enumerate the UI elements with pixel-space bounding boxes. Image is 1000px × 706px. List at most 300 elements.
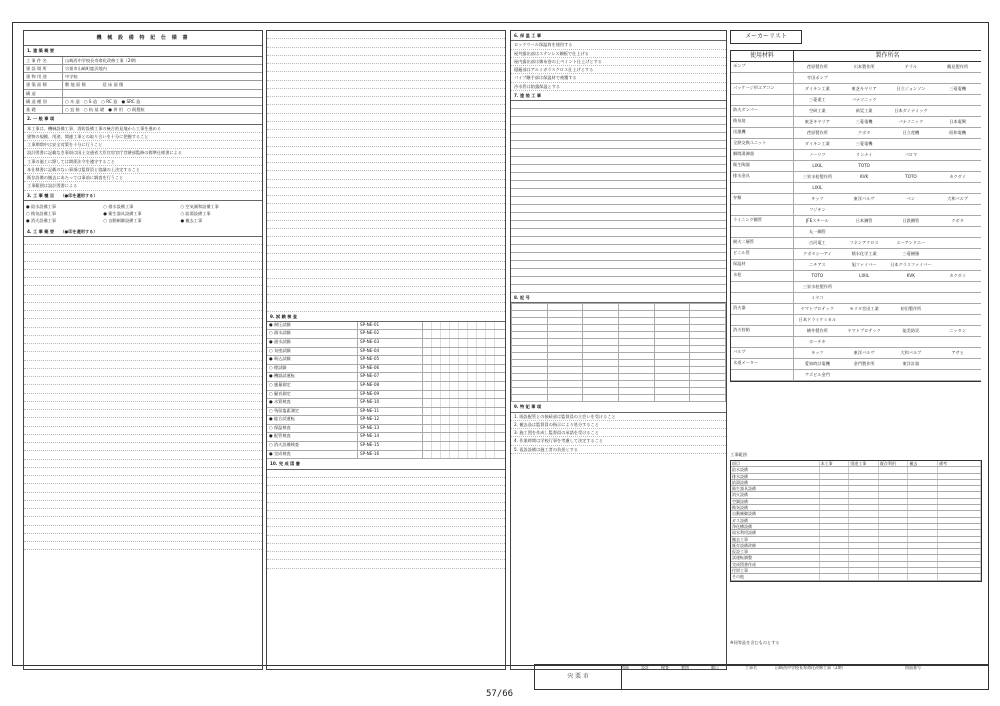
maker-names — [794, 73, 981, 83]
blank-spec-line — [24, 493, 262, 501]
test-check-cell — [477, 365, 486, 373]
paint-row — [511, 189, 726, 197]
paint-row — [511, 205, 726, 213]
test-check-cell — [468, 356, 477, 364]
test-check-cell — [459, 433, 468, 441]
scope-cell — [879, 505, 909, 510]
section-heading: 4. 工 事 概 要 （●印を適用する） — [24, 227, 262, 237]
test-code: SP-NE-02 — [358, 330, 423, 338]
symbol-cell — [547, 339, 583, 346]
scope-head-cell: 項目 — [731, 461, 820, 466]
spec-row-value — [63, 90, 262, 97]
maker-name: キッツ — [811, 350, 824, 355]
test-name: ● 完成検査 — [267, 451, 358, 459]
spec-line — [267, 64, 505, 72]
blank-line — [267, 519, 505, 527]
maker-name: 大和バルブ — [900, 350, 922, 355]
test-check-cell — [450, 339, 459, 347]
maker-row — [731, 359, 981, 370]
spec-line — [267, 89, 505, 97]
symbol-cell — [512, 395, 548, 402]
symbol-row — [512, 339, 726, 346]
spec-line — [267, 56, 505, 64]
maker-name: TOTO — [858, 163, 870, 168]
test-name: ○ 残留塩素測定 — [267, 408, 358, 416]
test-code: SP-NE-15 — [358, 442, 423, 450]
maker-name — [934, 293, 981, 303]
symbol-cell — [547, 388, 583, 395]
maker-name — [841, 73, 888, 83]
scope-cell — [908, 537, 938, 542]
symbol-cell — [618, 318, 654, 325]
test-check-cell — [423, 399, 432, 407]
maker-names — [794, 139, 981, 149]
scope-cell — [938, 486, 981, 491]
symbol-cell — [583, 332, 619, 339]
scope-cell — [938, 505, 981, 510]
spec-row-label: 構 造 — [24, 90, 63, 97]
blank-spec-line — [24, 526, 262, 534]
test-name: ● 総合試運転 — [267, 416, 358, 424]
scope-head-cell: 備考 — [938, 461, 981, 466]
maker-row — [731, 216, 981, 227]
maker-material — [731, 315, 794, 325]
maker-material — [731, 205, 794, 215]
spec-line — [267, 262, 505, 270]
maker-names — [794, 359, 981, 369]
maker-material: ライニング鋼管 — [731, 216, 794, 226]
test-check-cell — [423, 339, 432, 347]
test-code: SP-NE-14 — [358, 433, 423, 441]
symbol-cell — [654, 388, 690, 395]
symbol-cell — [618, 381, 654, 388]
blank-spec-line — [24, 468, 262, 476]
test-check-cell — [477, 391, 486, 399]
maker-name — [888, 315, 935, 325]
symbol-cell — [654, 311, 690, 318]
spec-column-3 — [510, 30, 727, 670]
maker-material — [731, 370, 794, 380]
section-heading: 2. 一 般 事 項 — [24, 114, 262, 124]
work-item: ● 衛生器具設備工事 — [103, 211, 142, 216]
symbol-row — [512, 388, 726, 395]
maker-material: ビニル管 — [731, 249, 794, 259]
test-row — [267, 339, 505, 348]
maker-name — [934, 205, 981, 215]
maker-name: 新晃工業 — [855, 108, 873, 113]
blank-spec-line — [24, 237, 262, 245]
scope-cell — [820, 537, 850, 542]
test-check-cell — [468, 451, 477, 459]
maker-names — [794, 95, 981, 105]
symbol-cell — [654, 381, 690, 388]
symbol-cell — [583, 381, 619, 388]
general-note: 設計図書に記載なき事項は国土交通省大臣官房官庁営繕部監修の標準仕様書による — [24, 149, 262, 157]
symbol-cell — [690, 353, 726, 360]
maker-row — [731, 348, 981, 359]
maker-material — [731, 183, 794, 193]
scope-cell — [938, 492, 981, 497]
blank-spec-line — [24, 534, 262, 542]
general-note: 工事期間中は安全対策を十分に行うこと — [24, 141, 262, 149]
blank-line — [267, 470, 505, 478]
test-remark — [495, 408, 505, 416]
blank-spec-line — [24, 361, 262, 369]
maker-names — [794, 315, 981, 325]
maker-material: 全熱交換ユニット — [731, 139, 794, 149]
insulation-note: パイプ継手部は保温材で被覆する — [511, 74, 726, 82]
symbol-cell — [583, 367, 619, 374]
maker-row — [731, 183, 981, 194]
maker-name — [934, 249, 981, 259]
symbol-cell — [583, 318, 619, 325]
maker-name: ニチアス — [809, 262, 826, 267]
special-note: 5. 仮設設備は施工者の負担とする — [511, 446, 726, 454]
test-remark — [495, 365, 505, 373]
maker-names — [794, 337, 981, 347]
maker-name: 寺田ポンプ — [806, 75, 828, 80]
maker-material: 衛生陶器 — [731, 161, 794, 171]
maker-name: 金門製作所 — [853, 361, 875, 366]
symbol-cell — [618, 311, 654, 318]
test-code: SP-NE-08 — [358, 382, 423, 390]
maker-list-header — [731, 51, 981, 62]
paint-row — [511, 261, 726, 269]
insulation-note: 屋外露出部はステンレス鋼板で仕上げる — [511, 50, 726, 58]
scope-cell — [938, 537, 981, 542]
test-check-cell — [486, 322, 495, 330]
test-check-cell — [477, 442, 486, 450]
maker-name: アサヒ — [951, 350, 964, 355]
test-check-cell — [432, 416, 441, 424]
maker-name: LIXIL — [812, 185, 823, 190]
scope-cell — [938, 568, 981, 573]
test-check-cell — [459, 399, 468, 407]
symbol-cell — [618, 353, 654, 360]
spec-line — [267, 138, 505, 146]
maker-row — [731, 161, 981, 172]
maker-material — [731, 337, 794, 347]
maker-name — [934, 73, 981, 83]
test-check-cell — [468, 322, 477, 330]
test-check-cell — [468, 339, 477, 347]
test-check-cell — [459, 442, 468, 450]
symbol-cell — [512, 339, 548, 346]
test-row — [267, 348, 505, 357]
blank-spec-line — [24, 476, 262, 484]
scope-cell — [879, 555, 909, 560]
maker-list-title: メーカーリスト — [730, 30, 802, 44]
test-check-cell — [423, 373, 432, 381]
scope-item: 撤去工事 — [731, 537, 820, 542]
scope-cell — [849, 530, 879, 535]
scope-cell — [849, 574, 879, 579]
test-check-cell — [468, 442, 477, 450]
scope-cell — [820, 524, 850, 529]
symbol-cell — [654, 346, 690, 353]
scope-item: 給水設備 — [731, 467, 820, 472]
scope-cell — [820, 505, 850, 510]
scope-cell — [938, 543, 981, 548]
maker-name — [888, 73, 935, 83]
maker-name: 荏原製作所 — [806, 64, 828, 69]
scope-cell — [849, 543, 879, 548]
scope-head-cell: 撤去 — [908, 461, 938, 466]
test-check-cell — [486, 433, 495, 441]
maker-row — [731, 304, 981, 315]
test-check-cell — [450, 382, 459, 390]
symbol-cell — [583, 388, 619, 395]
maker-name: 荏原製作所 — [806, 130, 828, 135]
maker-name — [888, 337, 935, 347]
test-check-cell — [450, 425, 459, 433]
maker-name: ミヤコ — [811, 295, 824, 300]
spec-row — [24, 81, 262, 89]
test-remark — [495, 391, 505, 399]
spec-line — [267, 105, 505, 113]
symbol-cell — [512, 374, 548, 381]
test-check-cell — [486, 399, 495, 407]
scope-item: ガス設備 — [731, 518, 820, 523]
test-check-cell — [459, 365, 468, 373]
scope-item: 空調設備 — [731, 499, 820, 504]
symbol-row — [512, 332, 726, 339]
scope-item: 完成図書作成 — [731, 562, 820, 567]
maker-material — [731, 95, 794, 105]
symbol-cell — [547, 395, 583, 402]
test-check-cell — [423, 416, 432, 424]
maker-row — [731, 370, 981, 381]
blank-spec-line — [24, 410, 262, 418]
test-check-cell — [468, 330, 477, 338]
test-check-cell — [423, 408, 432, 416]
work-item: ○ 換気設備工事 — [26, 211, 57, 216]
scope-cell — [938, 524, 981, 529]
test-check-cell — [432, 433, 441, 441]
scope-item: その他 — [731, 574, 820, 579]
spec-line — [267, 246, 505, 254]
maker-row — [731, 128, 981, 139]
maker-row — [731, 117, 981, 128]
symbol-cell — [690, 339, 726, 346]
blank-spec-line — [24, 427, 262, 435]
test-check-cell — [441, 322, 450, 330]
spec-line — [267, 155, 505, 163]
test-check-cell — [477, 451, 486, 459]
paint-row — [511, 221, 726, 229]
maker-row — [731, 227, 981, 238]
blank-spec-line — [24, 460, 262, 468]
paint-row — [511, 149, 726, 157]
scope-cell — [908, 543, 938, 548]
maker-name — [888, 227, 935, 237]
maker-names — [794, 183, 981, 193]
maker-material: 排水金具 — [731, 172, 794, 182]
scope-cell — [879, 474, 909, 479]
scope-cell — [820, 568, 850, 573]
scope-cell — [879, 518, 909, 523]
maker-name — [841, 370, 888, 380]
maker-name: フネンアクロス — [849, 240, 879, 245]
maker-row — [731, 315, 981, 326]
blank-line — [267, 511, 505, 519]
maker-name: 鶴見製作所 — [947, 64, 969, 69]
maker-names — [794, 348, 981, 358]
maker-name — [841, 227, 888, 237]
test-check-cell — [459, 416, 468, 424]
paint-row — [511, 141, 726, 149]
maker-names — [794, 293, 981, 303]
test-check-cell — [468, 365, 477, 373]
test-code: SP-NE-06 — [358, 365, 423, 373]
test-remark — [495, 322, 505, 330]
test-check-cell — [441, 451, 450, 459]
maker-name: 日本鋼管 — [855, 218, 873, 223]
spec-line — [267, 295, 505, 303]
symbol-cell — [547, 367, 583, 374]
symbol-cell — [512, 353, 548, 360]
test-check-cell — [459, 322, 468, 330]
scope-item: 排水設備 — [731, 474, 820, 479]
maker-name: カクダイ — [949, 174, 966, 179]
test-check-cell — [477, 356, 486, 364]
title-block-cell: 図面 — [621, 665, 629, 670]
maker-names — [794, 128, 981, 138]
maker-name: 三菱重工 — [808, 97, 826, 102]
scope-cell — [879, 492, 909, 497]
scope-cell — [849, 518, 879, 523]
test-check-cell — [450, 330, 459, 338]
work-item: ● 消火設備工事 — [26, 218, 57, 224]
maker-name — [934, 282, 981, 292]
maker-name — [888, 293, 935, 303]
maker-name: キッツ — [811, 196, 824, 201]
test-check-cell — [450, 348, 459, 356]
general-note: 工事の施工に際しては関係法令を遵守すること — [24, 158, 262, 166]
scope-head-cell: 別途工事 — [849, 461, 879, 466]
insulation-note: 隠蔽部はアルミガラスクロス仕上げとする — [511, 66, 726, 74]
maker-name: 東芝キヤリア — [851, 86, 877, 91]
scope-cell — [908, 518, 938, 523]
maker-name: 三栄水栓製作所 — [802, 174, 833, 179]
general-note: 本仕様書に記載のない事項は監督員と協議の上決定すること — [24, 166, 262, 174]
symbol-cell — [690, 311, 726, 318]
test-name: ● 機器試運転 — [267, 373, 358, 381]
blank-line — [267, 552, 505, 560]
maker-material: パッケージ形エアコン — [731, 84, 794, 94]
section-heading: 7. 塗 装 工 事 — [511, 91, 726, 101]
maker-name: LIXIL — [812, 163, 823, 168]
work-item: ○ 給湯設備工事 — [180, 211, 211, 216]
blank-spec-line — [24, 418, 262, 426]
maker-name: クボタ — [857, 130, 871, 135]
scope-cell — [908, 467, 938, 472]
maker-row — [731, 337, 981, 348]
blank-spec-line — [24, 352, 262, 360]
maker-material — [731, 227, 794, 237]
blank-spec-line — [24, 402, 262, 410]
maker-name — [888, 205, 935, 215]
test-check-cell — [486, 391, 495, 399]
test-check-cell — [468, 348, 477, 356]
test-check-cell — [423, 356, 432, 364]
maker-name: クボタ — [951, 218, 964, 223]
test-check-cell — [441, 382, 450, 390]
spec-line — [267, 114, 505, 122]
maker-name: ノーリツ — [809, 152, 826, 157]
section-heading: 6. 保 温 工 事 — [511, 31, 726, 41]
test-code: SP-NE-03 — [358, 339, 423, 347]
scope-item: 給湯設備 — [731, 480, 820, 485]
test-check-cell — [477, 408, 486, 416]
paint-row — [511, 213, 726, 221]
maker-material: 瞬間湯沸器 — [731, 150, 794, 160]
symbol-cell — [654, 318, 690, 325]
test-check-cell — [441, 373, 450, 381]
scope-cell — [820, 543, 850, 548]
maker-name — [841, 337, 888, 347]
maker-name — [934, 139, 981, 149]
title-block-cell: 工事名 — [745, 665, 757, 670]
maker-row — [731, 293, 981, 304]
scope-cell — [879, 568, 909, 573]
maker-name: 横井製作所 — [806, 328, 828, 333]
maker-name: 川本製作所 — [853, 64, 875, 69]
general-note: 工事範囲は設計図書による — [24, 182, 262, 190]
maker-name — [888, 370, 935, 380]
blank-spec-line — [24, 286, 262, 294]
symbol-cell — [547, 360, 583, 367]
blank-spec-line — [24, 245, 262, 253]
scope-item: 換気設備 — [731, 505, 820, 510]
test-check-cell — [441, 391, 450, 399]
test-check-cell — [450, 391, 459, 399]
test-check-cell — [459, 408, 468, 416]
maker-name — [934, 161, 981, 171]
maker-name — [934, 337, 981, 347]
test-name: ○ 気密試験 — [267, 348, 358, 356]
maker-name: リンナイ — [855, 152, 873, 157]
section-heading: 3. 工 事 種 目 （●印を適用する） — [24, 191, 262, 201]
scope-cell — [820, 467, 850, 472]
maker-names — [794, 117, 981, 127]
maker-names — [794, 205, 981, 215]
maker-material: 消火器 — [731, 304, 794, 314]
spec-row-label: 建 物 用 途 — [24, 73, 63, 80]
maker-row — [731, 84, 981, 95]
scope-cell — [938, 480, 981, 485]
test-check-cell — [423, 425, 432, 433]
test-check-cell — [423, 322, 432, 330]
symbol-cell — [690, 374, 726, 381]
scope-cell — [908, 474, 938, 479]
maker-name: 三菱電機 — [855, 119, 873, 124]
general-note: 既存設備の撤去にあたっては事前に調査を行うこと — [24, 174, 262, 182]
maker-names — [794, 238, 981, 248]
test-row — [267, 382, 505, 391]
spec-line — [267, 130, 505, 138]
test-check-cell — [432, 365, 441, 373]
maker-names — [794, 227, 981, 237]
paint-row — [511, 165, 726, 173]
maker-names — [794, 84, 981, 94]
test-check-cell — [450, 373, 459, 381]
work-item: ● 給水設備工事 — [26, 203, 57, 209]
title-block — [534, 664, 989, 690]
maker-name — [934, 315, 981, 325]
symbol-row — [512, 395, 726, 402]
test-check-cell — [432, 356, 441, 364]
